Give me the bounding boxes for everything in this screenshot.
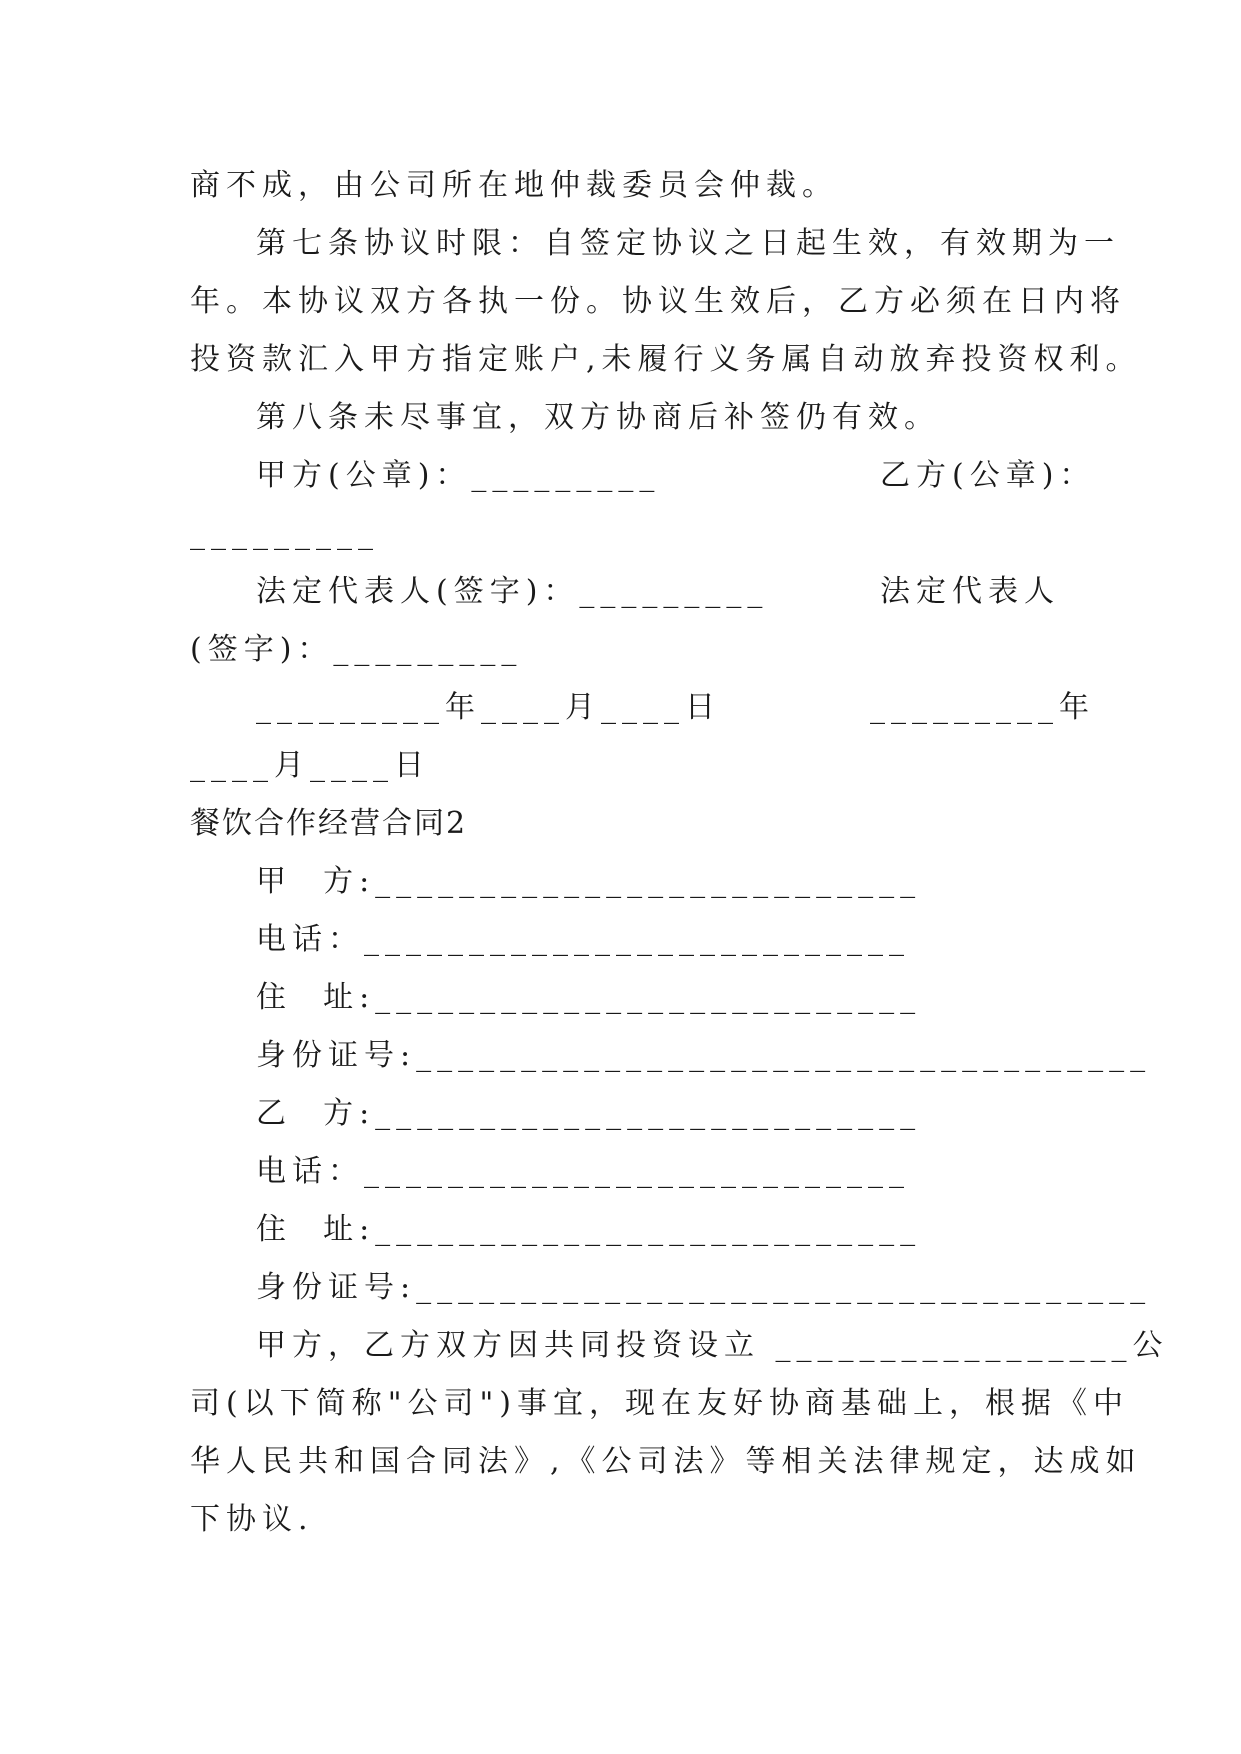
party-b-address-field: 住 址:__________________________ <box>256 1212 922 1247</box>
preamble-line-1: 甲方，乙方双方因共同投资设立 _________________公 <box>256 1328 1169 1363</box>
party-b-phone-field: 电话：__________________________ <box>256 1154 910 1189</box>
party-b-id-field: 身份证号:___________________________________ <box>256 1270 1152 1305</box>
party-b-legal-rep-label: 法定代表人 <box>880 574 1060 609</box>
contract-2-title: 餐饮合作经营合同2 <box>190 806 468 841</box>
party-b-date-month-day: ____月____日 <box>190 748 430 783</box>
party-a-address-field: 住 址:__________________________ <box>256 980 922 1015</box>
party-b-date-year: _________年 <box>870 690 1095 725</box>
party-a-phone-field: 电话：__________________________ <box>256 922 910 957</box>
article-7-line-1: 第七条协议时限：自签定协议之日起生效，有效期为一 <box>256 226 1120 261</box>
preamble-line-3: 华人民共和国合同法》,《公司法》等相关法律规定，达成如 <box>190 1444 1142 1479</box>
party-a-id-field: 身份证号:___________________________________ <box>256 1038 1152 1073</box>
party-a-date-line: _________年____月____日 <box>256 690 721 725</box>
party-a-name-field: 甲 方:__________________________ <box>256 864 922 899</box>
party-b-seal-blank: _________ <box>190 516 379 551</box>
article-7-line-3: 投资款汇入甲方指定账户,未履行义务属自动放弃投资权利。 <box>190 342 1142 377</box>
article-8: 第八条未尽事宜，双方协商后补签仍有效。 <box>256 400 940 435</box>
party-a-seal-line: 甲方(公章)：_________ <box>256 458 661 493</box>
preamble-line-2: 司(以下简称"公司")事宜，现在友好协商基础上，根据《中 <box>190 1386 1130 1421</box>
party-b-seal-label: 乙方(公章)： <box>880 458 1096 493</box>
party-a-legal-rep-line: 法定代表人(签字)：_________ <box>256 574 769 609</box>
party-b-legal-rep-signature: (签字)：_________ <box>190 632 523 667</box>
preamble-line-4: 下协议. <box>190 1502 314 1537</box>
party-b-name-field: 乙 方:__________________________ <box>256 1096 922 1131</box>
arbitration-clause-end: 商不成，由公司所在地仲裁委员会仲裁。 <box>190 168 838 203</box>
article-7-line-2: 年。本协议双方各执一份。协议生效后，乙方必须在日内将 <box>190 284 1126 319</box>
